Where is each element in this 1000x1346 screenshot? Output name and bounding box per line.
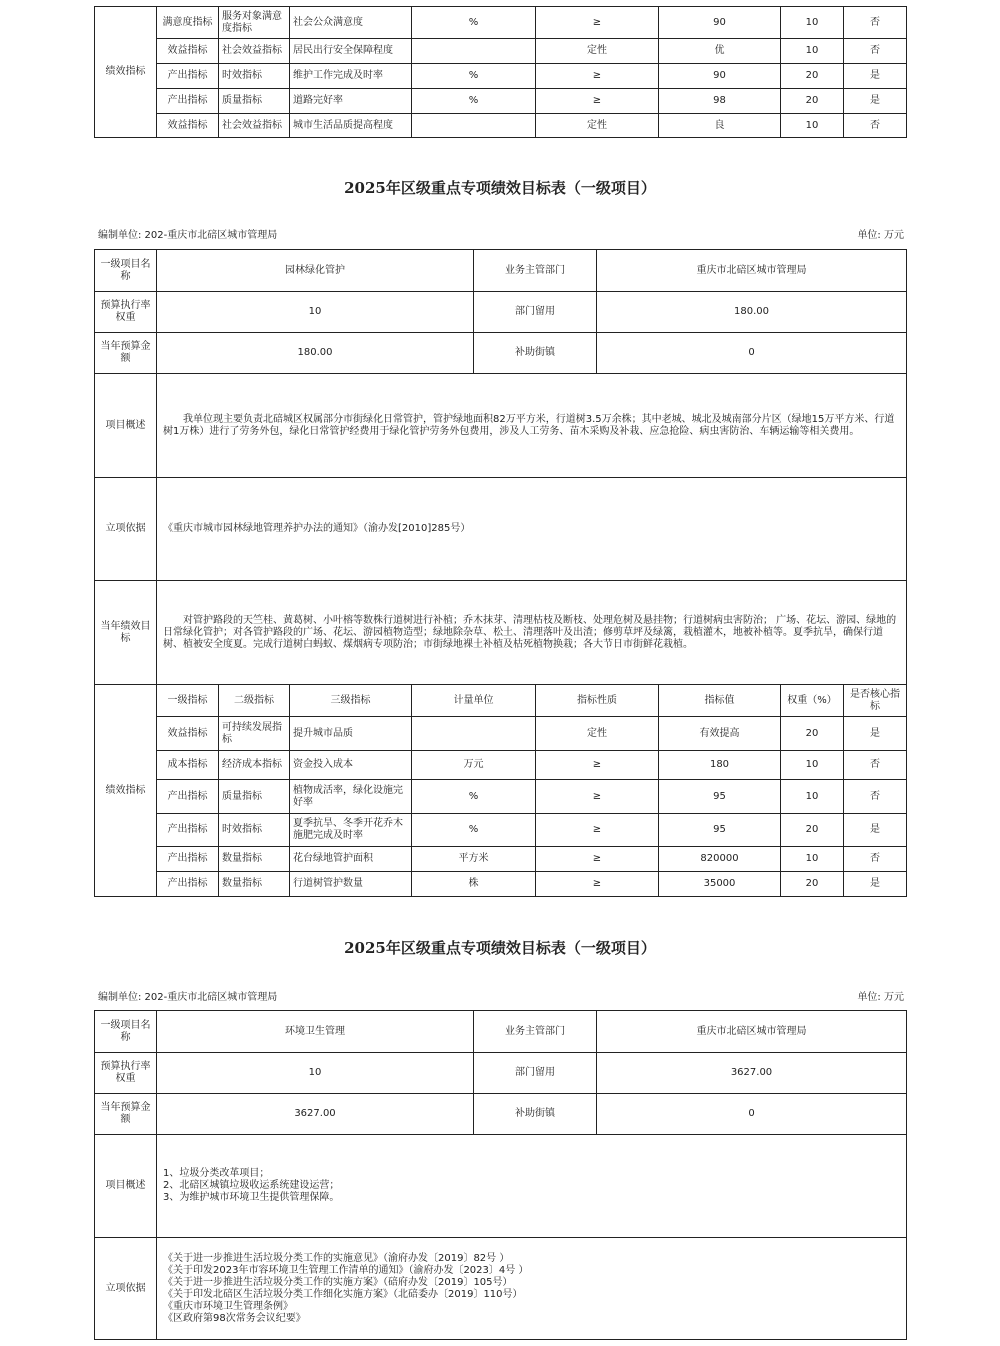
table-row [95, 89, 907, 114]
dept-value: 重庆市北碚区城市管理局 [597, 1011, 907, 1053]
core-cell: 否 [844, 114, 907, 138]
dept-label: 业务主管部门 [474, 250, 597, 292]
core-cell: 是 [844, 64, 907, 89]
l3-cell: 居民出行安全保障程度 [290, 39, 412, 64]
dept-label: 业务主管部门 [474, 1011, 597, 1053]
core-cell: 否 [844, 847, 907, 872]
l2-cell: 社会效益指标 [219, 114, 290, 138]
table-row [95, 717, 907, 751]
basis-label: 立项依据 [95, 1238, 157, 1340]
l3-cell: 提升城市品质 [290, 717, 412, 751]
section1-title: 2025年区级重点专项绩效目标表（一级项目） [344, 179, 656, 197]
l1-cell: 成本指标 [157, 751, 219, 780]
section1-compiler: 编制单位: 202-重庆市北碚区城市管理局 [98, 230, 278, 241]
unit-cell: 万元 [412, 751, 536, 780]
l1-cell: 效益指标 [157, 114, 219, 138]
basis-label: 立项依据 [95, 478, 157, 581]
column-header: 二级指标 [219, 685, 290, 717]
unit-cell: 平方米 [412, 847, 536, 872]
overview-line: 2、北碚区城镇垃圾收运系统建设运营； [163, 1180, 340, 1191]
value-cell: 95 [659, 814, 781, 847]
subsidy-label: 补助街镇 [474, 333, 597, 374]
table-row [95, 114, 907, 138]
goal-label: 当年绩效目标 [95, 581, 157, 685]
weight-cell: 10 [781, 751, 844, 780]
table-row [95, 1011, 907, 1053]
core-cell: 否 [844, 39, 907, 64]
retain-value: 3627.00 [597, 1053, 907, 1094]
retain-value: 180.00 [597, 292, 907, 333]
value-cell: 90 [659, 7, 781, 39]
column-header: 指标值 [659, 685, 781, 717]
section1-info-table [94, 249, 907, 685]
weight-cell: 10 [781, 39, 844, 64]
overview-list [157, 1135, 907, 1238]
core-cell: 否 [844, 751, 907, 780]
weight-cell: 20 [781, 717, 844, 751]
l1-cell: 效益指标 [157, 39, 219, 64]
unit-cell: % [412, 64, 536, 89]
column-header: 指标性质 [536, 685, 659, 717]
basis-line: 《关于印发2023年市容环境卫生管理工作清单的通知》（渝府办发〔2023〕4号 ） [163, 1264, 529, 1276]
group-label: 绩效指标 [95, 7, 157, 138]
weight-cell: 20 [781, 64, 844, 89]
weight-cell: 20 [781, 872, 844, 897]
weight-cell: 10 [781, 114, 844, 138]
overview-label: 项目概述 [95, 1135, 157, 1238]
nature-cell: 定性 [536, 39, 659, 64]
table-row [95, 1135, 907, 1238]
section2-info-table [94, 1010, 907, 1340]
column-header: 权重（%） [781, 685, 844, 717]
top-indicator-table [94, 6, 907, 138]
value-cell: 90 [659, 64, 781, 89]
core-cell: 是 [844, 89, 907, 114]
table-row [95, 64, 907, 89]
l1-cell: 产出指标 [157, 89, 219, 114]
unit-cell: % [412, 814, 536, 847]
l2-cell: 数量指标 [219, 872, 290, 897]
column-header: 计量单位 [412, 685, 536, 717]
basis-line: 《关于印发北碚区生活垃圾分类工作细化实施方案》（北碚委办〔2019〕110号） [163, 1288, 523, 1300]
nature-cell: 定性 [536, 717, 659, 751]
subsidy-value: 0 [597, 333, 907, 374]
goal-text: 对管护路段的天竺桂、黄葛树、小叶榕等数株行道树进行补植；乔木抹芽、清理枯枝及断枝、处理危树及悬挂物；行道树病虫害防治； 广场、花坛、游园、绿地的日常绿化管护；对各管护路段的广场、花坛、游园植物造型；绿地除杂草、松土、清理落叶及出渣；修剪草坪及绿篱，栽植灌木，地被补植等。夏季抗旱，确保行道树、植被安全度夏。完成行道树白蚂蚁、煤烟病专项防治；市街绿地裸土补植及枯死植物换栽；各大节日市街鲜花栽植。 [157, 581, 907, 685]
table-row [95, 478, 907, 581]
table-row [95, 814, 907, 847]
table-row [95, 847, 907, 872]
section1-unit: 单位: 万元 [857, 230, 904, 241]
l2-cell: 社会效益指标 [219, 39, 290, 64]
retain-label: 部门留用 [474, 292, 597, 333]
table-row [95, 292, 907, 333]
l1-cell: 产出指标 [157, 64, 219, 89]
value-cell: 180 [659, 751, 781, 780]
project-name-value: 环境卫生管理 [157, 1011, 474, 1053]
basis-text: 《重庆市城市园林绿地管理养护办法的通知》（渝办发[2010]285号） [157, 478, 907, 581]
nature-cell: ≥ [536, 814, 659, 847]
basis-list [157, 1238, 907, 1340]
table-row [95, 333, 907, 374]
weight-cell: 20 [781, 89, 844, 114]
section1-indicator-table [94, 684, 907, 897]
unit-cell: % [412, 780, 536, 814]
budget-value: 180.00 [157, 333, 474, 374]
project-name-label: 一级项目名称 [95, 1011, 157, 1053]
table-row [95, 751, 907, 780]
value-cell: 优 [659, 39, 781, 64]
l2-cell: 可持续发展指标 [219, 717, 290, 751]
l3-cell: 夏季抗旱、冬季开花乔木施肥完成及时率 [290, 814, 412, 847]
section2-compiler: 编制单位: 202-重庆市北碚区城市管理局 [98, 992, 278, 1003]
table-row [95, 780, 907, 814]
l3-cell: 植物成活率，绿化设施完好率 [290, 780, 412, 814]
nature-cell: ≥ [536, 64, 659, 89]
nature-cell: ≥ [536, 780, 659, 814]
l3-cell: 花台绿地管护面积 [290, 847, 412, 872]
exec-weight-value: 10 [157, 292, 474, 333]
dept-value: 重庆市北碚区城市管理局 [597, 250, 907, 292]
weight-cell: 10 [781, 847, 844, 872]
l3-cell: 资金投入成本 [290, 751, 412, 780]
l2-cell: 时效指标 [219, 64, 290, 89]
unit-cell [412, 717, 536, 751]
nature-cell: ≥ [536, 751, 659, 780]
weight-cell: 20 [781, 814, 844, 847]
l2-cell: 经济成本指标 [219, 751, 290, 780]
l2-cell: 数量指标 [219, 847, 290, 872]
unit-cell: % [412, 7, 536, 39]
core-cell: 否 [844, 7, 907, 39]
basis-line: 《关于进一步推进生活垃圾分类工作的实施方案》（碚府办发〔2019〕105号） [163, 1276, 513, 1288]
table-row [95, 250, 907, 292]
l1-cell: 效益指标 [157, 717, 219, 751]
table-row [95, 39, 907, 64]
project-name-value: 园林绿化管护 [157, 250, 474, 292]
table-row [95, 374, 907, 478]
budget-label: 当年预算金额 [95, 1094, 157, 1135]
nature-cell: ≥ [536, 89, 659, 114]
l2-cell: 质量指标 [219, 780, 290, 814]
l1-cell: 满意度指标 [157, 7, 219, 39]
unit-cell: 株 [412, 872, 536, 897]
value-cell: 98 [659, 89, 781, 114]
basis-line: 《区政府第98次常务会议纪要》 [163, 1312, 306, 1324]
section2-title: 2025年区级重点专项绩效目标表（一级项目） [344, 939, 656, 957]
core-cell: 否 [844, 780, 907, 814]
nature-cell: ≥ [536, 7, 659, 39]
l3-cell: 社会公众满意度 [290, 7, 412, 39]
weight-cell: 10 [781, 7, 844, 39]
overview-text: 我单位现主要负责北碚城区权属部分市街绿化日常管护，管护绿地面积82万平方米，行道树3.5万余株；其中老城、城北及城南部分片区（绿地15万平方米、行道树1万株）进行了劳务外包，绿化日常管护经费用于绿化管护劳务外包费用，涉及人工劳务、苗木采购及补栽、应急抢险、病虫害防治、车辆运输等相关费用。 [157, 374, 907, 478]
basis-line: 《关于进一步推进生活垃圾分类工作的实施意见》（渝府办发〔2019〕82号 ） [163, 1252, 510, 1264]
l1-cell: 产出指标 [157, 872, 219, 897]
l2-cell: 质量指标 [219, 89, 290, 114]
table-row [95, 581, 907, 685]
core-cell: 是 [844, 814, 907, 847]
l2-cell: 时效指标 [219, 814, 290, 847]
core-cell: 是 [844, 872, 907, 897]
unit-cell [412, 114, 536, 138]
table-row [95, 872, 907, 897]
l3-cell: 行道树管护数量 [290, 872, 412, 897]
exec-weight-value: 10 [157, 1053, 474, 1094]
overview-label: 项目概述 [95, 374, 157, 478]
value-cell: 有效提高 [659, 717, 781, 751]
table-row [95, 7, 907, 39]
overview-line: 1、垃圾分类改革项目； [163, 1168, 270, 1179]
l3-cell: 城市生活品质提高程度 [290, 114, 412, 138]
project-name-label: 一级项目名称 [95, 250, 157, 292]
overview-line: 3、为维护城市环境卫生提供管理保障。 [163, 1192, 340, 1203]
nature-cell: ≥ [536, 847, 659, 872]
value-cell: 820000 [659, 847, 781, 872]
l1-cell: 产出指标 [157, 814, 219, 847]
basis-line: 《重庆市环境卫生管理条例》 [163, 1300, 293, 1312]
exec-weight-label: 预算执行率权重 [95, 1053, 157, 1094]
column-header: 三级指标 [290, 685, 412, 717]
weight-cell: 10 [781, 780, 844, 814]
l1-cell: 产出指标 [157, 780, 219, 814]
table-row [95, 1094, 907, 1135]
subsidy-value: 0 [597, 1094, 907, 1135]
value-cell: 良 [659, 114, 781, 138]
l3-cell: 维护工作完成及时率 [290, 64, 412, 89]
section2-unit: 单位: 万元 [857, 992, 904, 1003]
unit-cell [412, 39, 536, 64]
value-cell: 35000 [659, 872, 781, 897]
subsidy-label: 补助街镇 [474, 1094, 597, 1135]
l2-cell: 服务对象满意度指标 [219, 7, 290, 39]
nature-cell: 定性 [536, 114, 659, 138]
table-row [95, 1053, 907, 1094]
budget-value: 3627.00 [157, 1094, 474, 1135]
table-row [95, 1238, 907, 1340]
table-header-row [95, 685, 907, 717]
column-header: 是否核心指标 [844, 685, 907, 717]
l3-cell: 道路完好率 [290, 89, 412, 114]
perf-label: 绩效指标 [95, 685, 157, 897]
l1-cell: 产出指标 [157, 847, 219, 872]
exec-weight-label: 预算执行率权重 [95, 292, 157, 333]
value-cell: 95 [659, 780, 781, 814]
column-header: 一级指标 [157, 685, 219, 717]
core-cell: 是 [844, 717, 907, 751]
unit-cell: % [412, 89, 536, 114]
nature-cell: ≥ [536, 872, 659, 897]
budget-label: 当年预算金额 [95, 333, 157, 374]
retain-label: 部门留用 [474, 1053, 597, 1094]
